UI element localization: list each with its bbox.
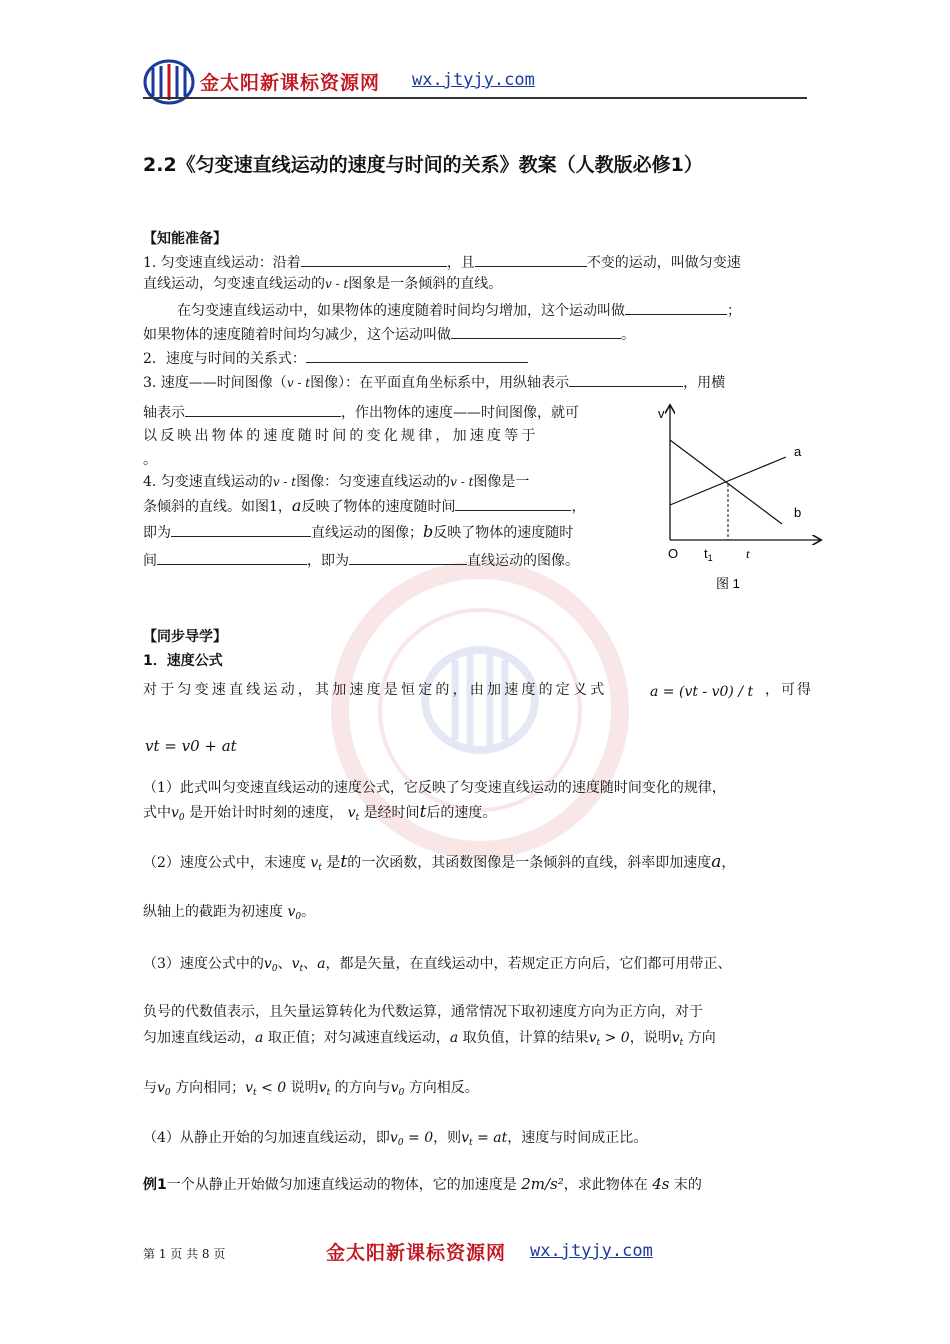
- guide-text: （2）速度公式中，末速度: [143, 855, 306, 871]
- symbol-v0: $v_0$: [287, 904, 302, 922]
- guide-text: 。: [301, 904, 316, 920]
- prep-text: 轴表示: [143, 405, 185, 421]
- guide-text: 的方向与: [334, 1080, 391, 1096]
- answer-blank[interactable]: [157, 548, 307, 565]
- symbol-a: a: [317, 956, 326, 972]
- prep-line-8: 以反映出物体的速度随时间的变化规律，加速度等于: [143, 428, 539, 444]
- example-1: [143, 1172, 702, 1197]
- line-a: [670, 457, 786, 505]
- guide-para-2a: （1）此式叫匀变速直线运动的速度公式，它反映了匀变速直线运动的速度随时间变化的规律，: [143, 780, 726, 796]
- prep-text: 间: [143, 553, 157, 569]
- guide-text: 纵轴上的截距为初速度: [143, 904, 283, 920]
- answer-blank[interactable]: [306, 346, 528, 363]
- prep-line-6: [143, 370, 725, 395]
- guide-text: 、: [303, 956, 318, 972]
- guide-text: 是经时间: [363, 805, 420, 821]
- guide-text: ，速度与时间成正比。: [507, 1130, 648, 1146]
- answer-blank[interactable]: [455, 494, 571, 511]
- symbol-v0: $v_0$: [390, 1080, 405, 1098]
- guide-text: ，都是矢量，在直线运动中，若规定正方向后，它们都可用带正、: [325, 956, 732, 972]
- guide-para-5: [143, 1126, 647, 1155]
- example-text: 一个从静止开始做匀加速直线运动的物体，它的加速度是: [166, 1177, 517, 1193]
- guide-para-3a: [143, 850, 735, 880]
- vt-symbol: v - t: [286, 376, 311, 390]
- example-time: 4s: [652, 1175, 670, 1193]
- section-heading-guide: 【同步导学】: [143, 629, 227, 645]
- label-v: v: [658, 406, 665, 421]
- site-logo-icon: [143, 58, 195, 106]
- prep-text: ，: [571, 499, 586, 515]
- guide-text: 取负值，计算的结果: [462, 1030, 589, 1046]
- guide-text: ，: [721, 855, 736, 871]
- answer-blank[interactable]: [349, 548, 467, 565]
- guide-text: 取正值；对匀减速直线运动，: [267, 1030, 450, 1046]
- symbol-b: b: [423, 522, 434, 541]
- guide-para-2b: [143, 800, 496, 830]
- symbol-v0: $v_0$: [263, 956, 278, 974]
- page-number: 第 1 页 共 8 页: [143, 1247, 226, 1261]
- label-t: t: [746, 546, 750, 561]
- symbol-a: a: [255, 1030, 264, 1046]
- label-a: a: [794, 444, 802, 459]
- guide-text: ，说明: [629, 1030, 672, 1046]
- prep-text: 不变的运动，叫做匀变速: [586, 255, 741, 271]
- prep-text: 3. 速度——时间图像（: [143, 375, 287, 391]
- prep-line-3: [177, 298, 741, 323]
- symbol-vt: $v_t$: [291, 956, 304, 974]
- guide-text: 说明: [290, 1080, 319, 1096]
- prep-text: 直线运动的图像。: [467, 553, 579, 569]
- prep-line-5: [143, 346, 528, 371]
- guide-para-4c: [143, 1026, 716, 1055]
- guide-para-1: 对于匀变速直线运动，其加速度是恒定的，由加速度的定义式: [143, 682, 608, 698]
- guide-text: 匀加速直线运动，: [143, 1030, 255, 1046]
- prep-text: 条倾斜的直线。如图1，: [143, 499, 292, 515]
- label-t1-sub: 1: [707, 553, 713, 563]
- guide-para-4b: 负号的代数值表示，且矢量运算转化为代数运算，通常情况下取初速度方向为正方向，对于: [143, 1004, 703, 1020]
- symbol-t: t: [419, 802, 427, 822]
- guide-text: 是开始计时时刻的速度，: [189, 805, 344, 821]
- prep-text: 。: [621, 327, 635, 343]
- prep-text: ，作出物体的速度——时间图像，就可: [341, 405, 579, 421]
- subsection-heading-velocity-formula: 1．速度公式: [143, 653, 223, 669]
- header-divider: [143, 97, 807, 99]
- guide-para-3b: [143, 900, 315, 929]
- symbol-vt: $v_t$: [671, 1030, 684, 1048]
- symbol-vt: $v_t$: [318, 1080, 331, 1098]
- figure-vt-graph: [648, 400, 826, 600]
- answer-blank[interactable]: [569, 370, 683, 387]
- label-origin: O: [668, 546, 679, 561]
- prep-text: 4. 匀变速直线运动的: [143, 474, 273, 490]
- prep-text: 1. 匀变速直线运动：沿着: [143, 255, 301, 271]
- example-label: 例1: [143, 1177, 167, 1193]
- footer-url-link[interactable]: wx.jtyjy.com: [530, 1241, 653, 1261]
- prep-line-10: [143, 470, 529, 494]
- guide-text: 方向相反。: [408, 1080, 479, 1096]
- guide-text: 方向相同；: [175, 1080, 246, 1096]
- vt-symbol: v - t: [272, 475, 297, 489]
- guide-text: 式中: [143, 805, 171, 821]
- prep-line-11: [143, 494, 585, 519]
- guide-text: （3）速度公式中的: [143, 956, 264, 972]
- prep-text: 图像：匀变速直线运动的: [296, 474, 451, 490]
- prep-text: 直线运动的图像；: [311, 525, 423, 541]
- header-url-link[interactable]: wx.jtyjy.com: [412, 70, 535, 90]
- prep-text: ；: [727, 303, 741, 319]
- prep-line-4: [143, 322, 635, 347]
- label-b: b: [794, 505, 802, 520]
- answer-blank[interactable]: [451, 322, 621, 339]
- guide-text: ，可得: [765, 682, 813, 698]
- answer-blank[interactable]: [171, 520, 311, 537]
- v0-zero: $v_0 = 0$: [389, 1130, 434, 1148]
- line-b: [670, 440, 782, 524]
- prep-text: 图象是一条倾斜的直线。: [348, 276, 503, 292]
- prep-text: 反映了物体的速度随时: [433, 525, 574, 541]
- figure-caption: 图 1: [716, 576, 740, 591]
- answer-blank[interactable]: [301, 250, 447, 267]
- page-title: 2.2《匀变速直线运动的速度与时间的关系》教案（人教版必修1）: [143, 154, 703, 176]
- header-site-name: 金太阳新课标资源网: [200, 72, 381, 94]
- footer-site-name: 金太阳新课标资源网: [326, 1242, 507, 1264]
- prep-text: 在匀变速直线运动中，如果物体的速度随着时间均匀增加，这个运动叫做: [177, 303, 625, 319]
- example-acceleration: 2m/s²: [521, 1175, 564, 1193]
- prep-line-7: [143, 400, 579, 425]
- prep-text: 直线运动，匀变速直线运动的: [143, 276, 325, 292]
- vt-positive: $v_t > 0$: [588, 1030, 630, 1048]
- label-t1: t: [704, 546, 708, 561]
- prep-text: ，用横: [683, 375, 726, 391]
- symbol-vt: $v_t$: [310, 855, 322, 873]
- accel-definition-formula: a = (vt - v0) / t: [650, 684, 754, 700]
- vt-symbol: v - t: [325, 277, 349, 291]
- prep-line-9: 。: [143, 452, 157, 468]
- guide-para-4a: [143, 952, 731, 981]
- prep-text: 反映了物体的速度随时间: [301, 499, 456, 515]
- prep-text: ，即为: [307, 553, 349, 569]
- answer-blank[interactable]: [185, 400, 341, 417]
- guide-text: 方向: [687, 1030, 716, 1046]
- answer-blank[interactable]: [475, 250, 587, 267]
- guide-text: 后的速度。: [426, 805, 497, 821]
- prep-line-13: [143, 548, 579, 573]
- guide-text: 是: [326, 855, 341, 871]
- guide-text: ，则: [433, 1130, 462, 1146]
- prep-text: 即为: [143, 525, 171, 541]
- symbol-v0: $v_0$: [171, 805, 185, 823]
- symbol-vt: $v_t$: [347, 805, 360, 823]
- symbol-a: a: [291, 496, 302, 515]
- prep-line-12: [143, 520, 573, 545]
- prep-text: 2．速度与时间的关系式：: [143, 351, 306, 367]
- prep-text: ，且: [446, 255, 475, 271]
- guide-text: 、: [277, 956, 292, 972]
- symbol-v0: $v_0$: [157, 1080, 171, 1098]
- guide-text: 与: [143, 1080, 157, 1096]
- prep-text: 如果物体的速度随着时间均匀减少，这个运动叫做: [143, 327, 451, 343]
- velocity-formula: vt = v0 + at: [145, 737, 237, 755]
- vt-symbol: v - t: [450, 475, 474, 489]
- symbol-t: t: [340, 852, 348, 872]
- example-text: ，求此物体在: [563, 1177, 648, 1193]
- vt-negative: $v_t < 0$: [245, 1080, 287, 1098]
- prep-text: 图像是一: [473, 474, 530, 490]
- symbol-a: a: [449, 1030, 459, 1046]
- guide-text: （4）从静止开始的匀加速直线运动，即: [143, 1130, 390, 1146]
- prep-line-2: [143, 272, 502, 296]
- example-text: 末的: [673, 1177, 702, 1193]
- vt-at: $v_t$ = at: [461, 1130, 508, 1148]
- symbol-a: a: [711, 852, 722, 872]
- answer-blank[interactable]: [625, 298, 727, 315]
- guide-text: 的一次函数，其函数图像是一条倾斜的直线，斜率即加速度: [347, 855, 712, 871]
- guide-para-4d: [143, 1076, 479, 1105]
- svg-text:t1: [704, 546, 713, 563]
- section-heading-prep: 【知能准备】: [143, 231, 227, 247]
- prep-text: 图像）：在平面直角坐标系中，用纵轴表示: [310, 375, 570, 391]
